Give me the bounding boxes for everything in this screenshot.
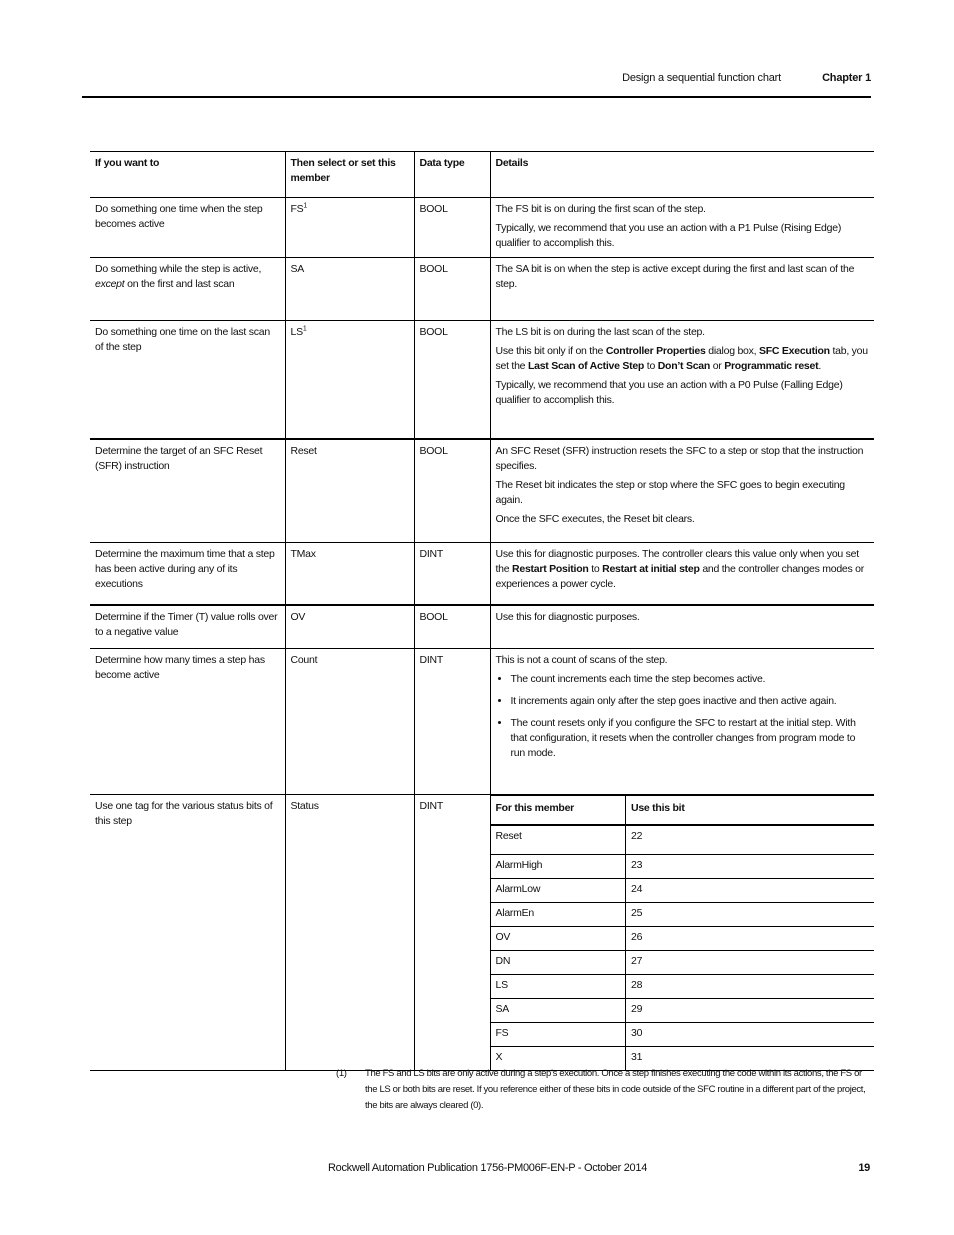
- footnote-text: The FS and LS bits are only active during a step’s execution. Once a step finishes executing the code within its actions, the FS or the LS or both bits are reset. If you reference either of these bits in code outside of the SFC routine in a different part of the project, the bits are always cleared (0).: [365, 1068, 866, 1111]
- cell-details: Use this for diagnostic purposes.: [490, 605, 874, 649]
- cell-details: The LS bit is on during the last scan of the step. Use this bit only if on the Controller Properties dialog box, SFC Execution tab, you set the Last Scan of Active Step to Don’t Scan or Programmatic reset. Typically, we recommend that you use an action with a P0 Pulse (Falling Edge) qualifier to accomplish this.: [490, 321, 874, 439]
- cell-member: $FS^1$: [285, 198, 414, 258]
- table-row: X 31: [491, 1047, 875, 1071]
- table-row-count: [90, 649, 874, 795]
- table-row: AlarmLow 24: [491, 879, 875, 903]
- cell-member: TMax: [285, 543, 414, 605]
- col-header-member: Then select or set this member: [285, 152, 414, 198]
- col-header-details: Details: [490, 152, 874, 198]
- cell-member: OV: [285, 605, 414, 649]
- cell-details: The FS bit is on during the first scan of the step. Typically, we recommend that you use an action with a P1 Pulse (Rising Edge) qualifier to accomplish this.: [490, 198, 874, 258]
- table-row: OV 26: [491, 927, 875, 951]
- col-header-type: Data type: [414, 152, 490, 198]
- cell-want: Use one tag for the various status bits of this step: [90, 795, 285, 1071]
- cell-type: BOOL: [414, 605, 490, 649]
- list-item: • The count increments each time the step becomes active.: [511, 672, 870, 687]
- section-title: Design a sequential function chart: [622, 72, 781, 84]
- cell-member: Count: [285, 649, 414, 795]
- cell-type: BOOL: [414, 198, 490, 258]
- cell-member: SA: [285, 258, 414, 321]
- cell-type: BOOL: [414, 439, 490, 543]
- cell-details: This is not a count of scans of the step. • The count increments each time the step becomes active. • It increments again only after the step goes inactive and then active again. • The count resets only if you configure the SFC to restart at the initial step. With that configuration, it resets when the controller changes from program mode to run mode.: [490, 649, 874, 795]
- cell-type: BOOL: [414, 258, 490, 321]
- list-item: • It increments again only after the step goes inactive and then active again.: [511, 694, 870, 709]
- cell-member: $LS^1$: [285, 321, 414, 439]
- bits-header-bit: Use this bit: [626, 796, 875, 826]
- sfc-step-members-table: [90, 151, 874, 1071]
- table-row-ov: [90, 605, 874, 649]
- page-header: [82, 66, 871, 98]
- publication-id: Rockwell Automation Publication 1756-PM006F-EN-P - October 2014: [328, 1162, 648, 1174]
- table-row: LS 28: [491, 975, 875, 999]
- footnote: [336, 1066, 871, 1114]
- cell-type: BOOL: [414, 321, 490, 439]
- cell-type: DINT: [414, 543, 490, 605]
- status-bits-table: [491, 795, 875, 1070]
- cell-want: Determine the target of an SFC Reset (SFR) instruction: [90, 439, 285, 543]
- table-row: Reset 22: [491, 825, 875, 855]
- cell-details: Use this for diagnostic purposes. The controller clears this value only when you set the Restart Position to Restart at initial step and the controller changes modes or experiences a power cycle.: [490, 543, 874, 605]
- table-header-row: [90, 152, 874, 198]
- cell-member: Reset: [285, 439, 414, 543]
- cell-want: Do something one time when the step becomes active: [90, 198, 285, 258]
- cell-type: DINT: [414, 649, 490, 795]
- cell-member: Status: [285, 795, 414, 1071]
- table-row-fs: [90, 198, 874, 258]
- table-row-sa: [90, 258, 874, 321]
- table-row: DN 27: [491, 951, 875, 975]
- bits-header-member: For this member: [491, 796, 626, 826]
- count-bullets: [496, 672, 870, 761]
- table-row-reset: [90, 439, 874, 543]
- table-row-status: [90, 795, 874, 1071]
- table-row: AlarmHigh 23: [491, 855, 875, 879]
- page-number: 19: [858, 1162, 870, 1174]
- list-item: • The count resets only if you configure the SFC to restart at the initial step. With that configuration, it resets when the controller changes from program mode to run mode.: [511, 716, 870, 761]
- table-row: AlarmEn 25: [491, 903, 875, 927]
- table-row-ls: [90, 321, 874, 439]
- cell-want: Do something while the step is active, except on the first and last scan: [90, 258, 285, 321]
- table-row: FS 30: [491, 1023, 875, 1047]
- cell-details: [490, 795, 874, 1071]
- table-row: SA 29: [491, 999, 875, 1023]
- col-header-want: If you want to: [90, 152, 285, 198]
- table-row-tmax: [90, 543, 874, 605]
- cell-details: The SA bit is on when the step is active except during the first and last scan of the step.: [490, 258, 874, 321]
- cell-type: DINT: [414, 795, 490, 1071]
- cell-details: An SFC Reset (SFR) instruction resets the SFC to a step or stop that the instruction specifies. The Reset bit indicates the step or stop where the SFC goes to begin executing again. Once the SFC executes, the Reset bit clears.: [490, 439, 874, 543]
- cell-want: Determine the maximum time that a step has been active during any of its executions: [90, 543, 285, 605]
- footnote-number: (1): [336, 1068, 347, 1079]
- cell-want: Determine how many times a step has become active: [90, 649, 285, 795]
- chapter-label: Chapter 1: [822, 72, 871, 84]
- cell-want: Determine if the Timer (T) value rolls over to a negative value: [90, 605, 285, 649]
- cell-want: Do something one time on the last scan of the step: [90, 321, 285, 439]
